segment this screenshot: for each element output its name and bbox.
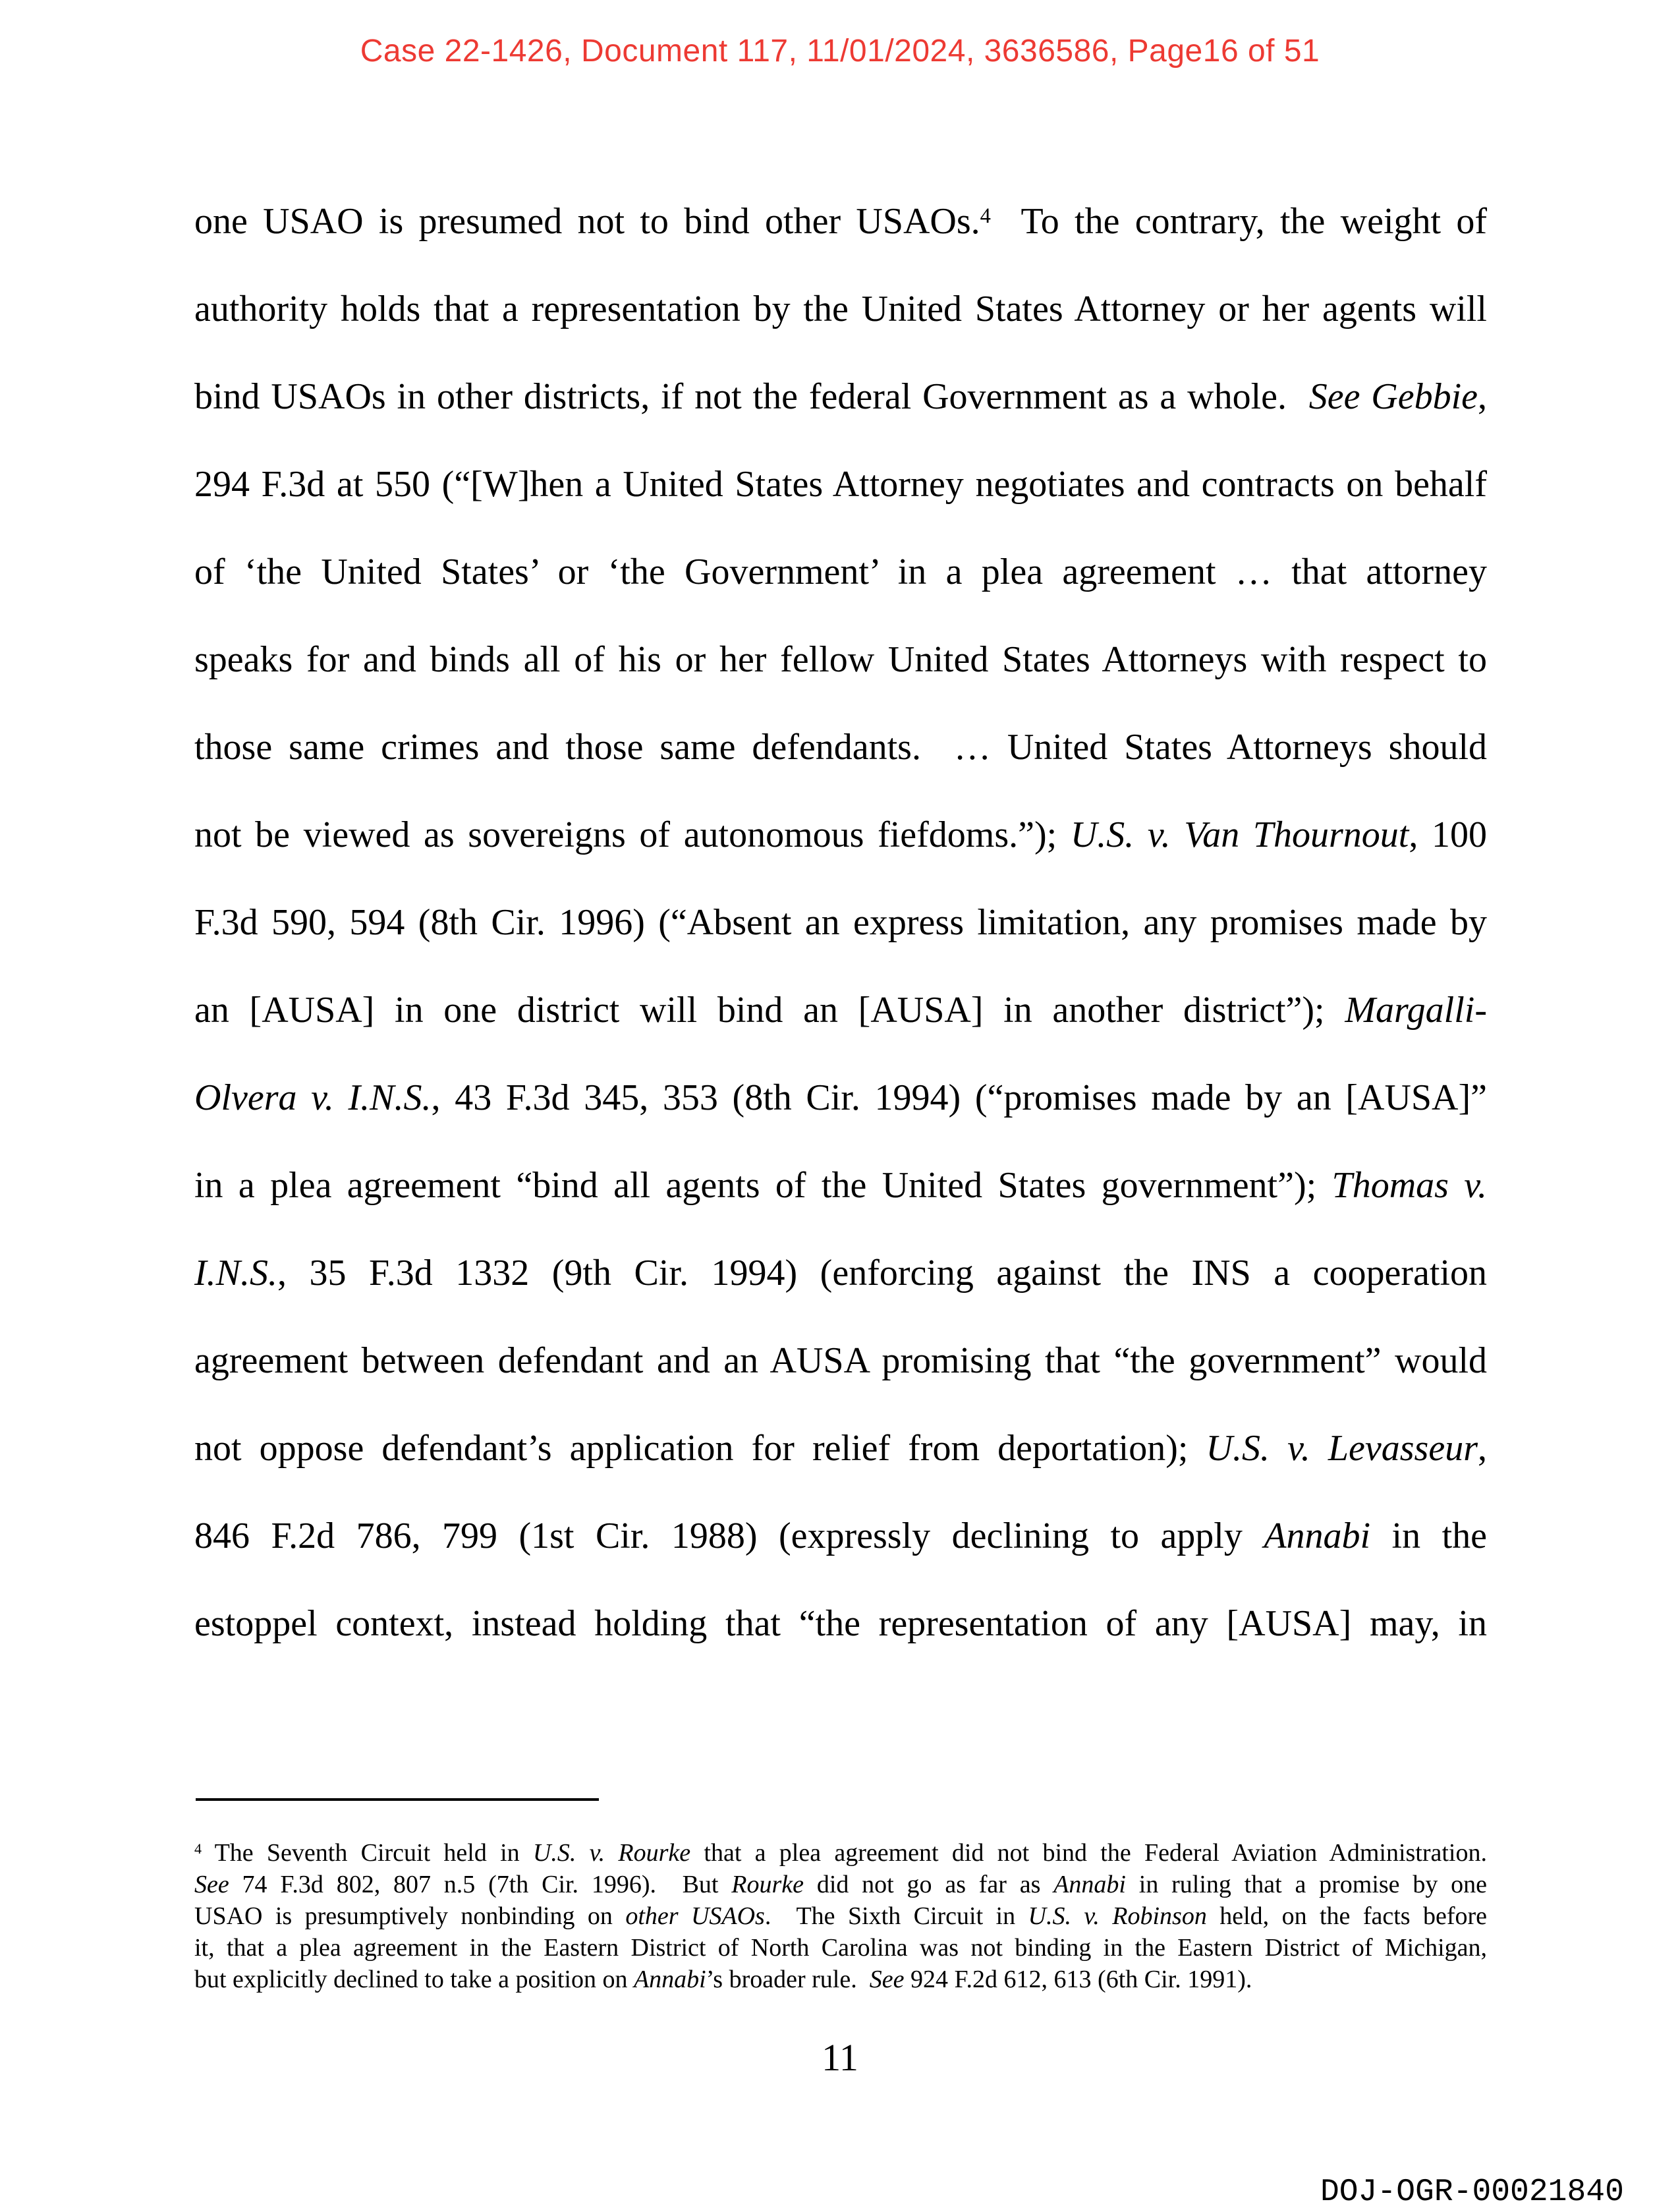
footnote-reference-mark: 4: [980, 204, 991, 228]
text-run: those same crimes and those same defendants. … United States Attorneys should: [194, 727, 1487, 768]
text-run: of ‘the United States’ or ‘the Government’ in a plea agreement … that attorney: [194, 552, 1487, 592]
text-run: 846 F.2d 786, 799 (1st Cir. 1988) (expressly declining to apply: [194, 1516, 1264, 1556]
text-run: 294 F.3d at 550 (“[W]hen a United States Attorney negotiates and contracts on behalf: [194, 464, 1487, 505]
text-run: Annabi: [633, 1966, 706, 1993]
body-line: [194, 353, 1487, 441]
text-run: not be viewed as sovereigns of autonomous fiefdoms.”);: [194, 814, 1071, 855]
text-run: in the: [1370, 1516, 1487, 1556]
page-number: 11: [822, 2036, 858, 2079]
text-run: but explicitly declined to take a position on: [194, 1966, 634, 1993]
text-run: . The Sixth Circuit in: [764, 1902, 1028, 1930]
footnote-text: [194, 1837, 1487, 1995]
text-run: speaks for and binds all of his or her fellow United States Attorneys with respect to: [194, 639, 1487, 680]
text-run: bind USAOs in other districts, if not the federal Government as a whole.: [194, 376, 1309, 417]
text-run: Rourke: [731, 1871, 804, 1898]
text-run: in a plea agreement “bind all agents of the United States government”);: [194, 1165, 1332, 1206]
text-run: it, that a plea agreement in the Eastern District of North Carolina was not binding in the Eastern District of Michigan,: [194, 1934, 1487, 1962]
body-line: [194, 266, 1487, 353]
text-run: USAO is presumptively nonbinding on: [194, 1902, 626, 1930]
bates-number: DOJ-OGR-00021840: [1320, 2174, 1624, 2210]
text-run: U.S. v. Van Thournout: [1070, 814, 1409, 855]
text-run: an [AUSA] in one district will bind an [AUSA] in another district”);: [194, 990, 1345, 1031]
body-text: [194, 178, 1487, 1668]
body-line: [194, 178, 1487, 266]
text-run: U.S. v. Levasseur: [1206, 1428, 1478, 1469]
text-run: , 43 F.3d 345, 353 (8th Cir. 1994) (“promises made by an [AUSA]”: [431, 1077, 1487, 1118]
text-run: ’s broader rule.: [706, 1966, 870, 1993]
body-line: [194, 1230, 1487, 1317]
footnote-line: [194, 1837, 1487, 1869]
text-run: held, on the facts before: [1206, 1902, 1487, 1930]
text-run: , 35 F.3d 1332 (9th Cir. 1994) (enforcing against the INS a cooperation: [277, 1253, 1487, 1293]
text-run: F.3d 590, 594 (8th Cir. 1996) (“Absent an express limitation, any promises made by: [194, 902, 1487, 943]
text-run: one USAO is presumed not to bind other USAOs.: [194, 201, 980, 242]
footnote-line: [194, 1900, 1487, 1932]
text-run: that a plea agreement did not bind the Federal Aviation Administration.: [690, 1839, 1487, 1867]
body-line: [194, 616, 1487, 704]
footnote-line: [194, 1964, 1487, 1995]
body-line: [194, 879, 1487, 967]
text-run: 74 F.3d 802, 807 n.5 (7th Cir. 1996). But: [229, 1871, 732, 1898]
text-run: The Seventh Circuit held in: [202, 1839, 533, 1867]
body-line: [194, 441, 1487, 528]
text-run: Margalli-: [1345, 990, 1487, 1031]
text-run: did not go as far as: [804, 1871, 1054, 1898]
body-line: [194, 704, 1487, 791]
footnote-line: [194, 1932, 1487, 1964]
footnote-reference-mark: 4: [194, 1840, 202, 1857]
text-run: Olvera v. I.N.S.: [194, 1077, 432, 1118]
body-line: [194, 1317, 1487, 1405]
text-run: U.S. v. Rourke: [532, 1839, 691, 1867]
text-run: Annabi: [1053, 1871, 1126, 1898]
text-run: To the contrary, the weight of: [990, 201, 1488, 242]
text-run: in ruling that a promise by one: [1125, 1871, 1487, 1898]
body-line: [194, 1492, 1487, 1580]
body-line: [194, 967, 1487, 1054]
text-run: estoppel context, instead holding that “the representation of any [AUSA] may, in: [194, 1603, 1487, 1644]
text-run: ,: [1478, 376, 1488, 417]
body-line: [194, 791, 1487, 879]
body-line: [194, 1405, 1487, 1492]
body-line: [194, 1580, 1487, 1668]
text-run: agreement between defendant and an AUSA promising that “the government” would: [194, 1340, 1487, 1381]
text-run: authority holds that a representation by the United States Attorney or her agents will: [194, 289, 1487, 329]
footnote-line: [194, 1869, 1487, 1900]
text-run: See: [194, 1871, 229, 1898]
text-run: , 100: [1409, 814, 1488, 855]
text-run: Annabi: [1264, 1516, 1371, 1556]
body-line: [194, 1054, 1487, 1142]
text-run: See Gebbie: [1308, 376, 1478, 417]
text-run: I.N.S.: [194, 1253, 277, 1293]
case-header-stamp: Case 22-1426, Document 117, 11/01/2024, 3636586, Page16 of 51: [360, 34, 1320, 69]
text-run: not oppose defendant’s application for relief from deportation);: [194, 1428, 1206, 1469]
footnote-separator-rule: [196, 1798, 599, 1801]
text-run: 924 F.2d 612, 613 (6th Cir. 1991).: [904, 1966, 1252, 1993]
body-line: [194, 1142, 1487, 1230]
body-line: [194, 528, 1487, 616]
text-run: other USAOs: [625, 1902, 765, 1930]
text-run: U.S. v. Robinson: [1028, 1902, 1207, 1930]
text-run: See: [869, 1966, 905, 1993]
text-run: Thomas v.: [1331, 1165, 1487, 1206]
text-run: ,: [1478, 1428, 1487, 1469]
